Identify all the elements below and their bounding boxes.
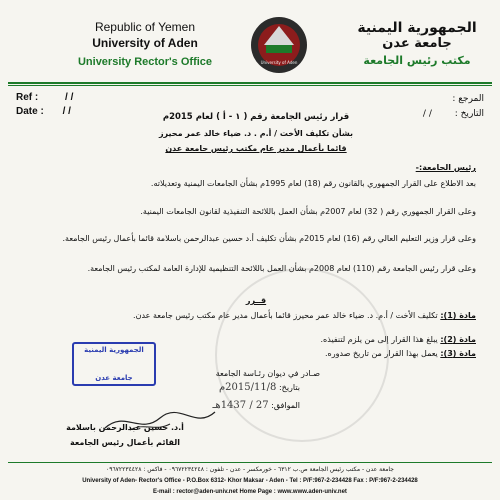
footer-english: University of Aden- Rector's Office - P.O.Box 6312- Khor Maksar - Aden - Tel : P/F:967-2-234428 Fax : P/F:967-2-234428 <box>82 478 418 484</box>
header-arabic <box>342 20 492 67</box>
preamble-2: وعلى القرار الجمهوري رقم ( 32) لعام 2007م بشأن العمل باللائحة التنفيذية لقانون الجامعات اليمنية. <box>140 207 476 216</box>
header-republic-en: Republic of Yemen <box>94 20 196 34</box>
authority-heading: رئيس الجامعة:- <box>415 163 476 172</box>
corresp-label: الموافق: <box>271 401 300 410</box>
header-english <box>60 20 230 68</box>
issue-date-hand: 2015/11/8م <box>218 382 277 393</box>
ar-date-label: التاريخ : <box>454 109 484 119</box>
ref-label: Ref : <box>16 92 39 103</box>
stamp-bottom-text: جامعة عدن <box>95 374 133 382</box>
ref-value: / / <box>65 92 74 103</box>
article-3-label: مادة (3): <box>440 349 476 358</box>
footer-divider <box>8 462 492 463</box>
decides-heading: قــرر <box>245 296 267 305</box>
article-1-label: مادة (1): <box>440 311 476 320</box>
issued-in: صـادر في ديوان رئـاسة الجامعة <box>215 369 320 378</box>
signer-name: أ.د. حسين عبدالرحمن باسلامة <box>66 423 184 432</box>
preamble-3: وعلى قرار وزير التعليم العالي رقم (16) لعام 2015م بشأن تكليف أ.د حسين عبدالرحمن باسلامة قائما بأعمال رئيس الجامعة. <box>62 234 476 243</box>
logo-caption: University of Aden <box>260 60 298 65</box>
corresp-hand: 27 / 1437هـ <box>212 400 269 411</box>
article-1-text: تكليف الأخت / أ.م. د. ضياء خالد عمر محيرز قائما بأعمال مدير عام مكتب رئيس جامعة عدن. <box>133 311 438 320</box>
decree-title: قرار رئيس الجامعة رقم ( ١ - أ ) لعام 2015م <box>162 112 350 122</box>
decree-subtitle: قائما بأعمال مدير عام مكتب رئيس جامعة عدن <box>165 144 347 153</box>
header-republic-ar: الجمهورية اليمنية <box>357 20 477 36</box>
header-university-en: University of Aden <box>92 36 198 50</box>
footer-arabic: جامعة عدن - مكتب رئيس الجامعة ص.ب ٦٣١٢ - خورمكسر - عدن - تلفون : ٠٩٦٧٢٢٣٤٢٤٨ - فاكس : ٠٩٦٧٢٢٣٤٤٢٨ <box>106 466 394 473</box>
header-university-ar: جامعة عدن <box>382 36 452 51</box>
ar-ref-field <box>452 94 484 104</box>
issue-date <box>180 382 300 393</box>
decree-subject: بشأن تكليف الأخت / أ.م . د. ضياء خالد عمر محيرز <box>158 129 354 138</box>
ref-field <box>16 92 73 103</box>
ar-ref-label: المرجع : <box>452 94 484 104</box>
signature-scribble <box>100 400 220 440</box>
issue-date-label: بتاريخ: <box>278 383 300 392</box>
preamble-1: بعد الاطلاع على القرار الجمهوري بالقانون رقم (18) لعام 1995م بشأن الجامعات اليمنية وتعديلاته. <box>150 179 476 188</box>
university-logo <box>244 12 314 78</box>
article-2-label: مادة (2): <box>440 335 476 344</box>
footer-contacts: E-mail : rector@aden-univ.net Home Page : www.www.aden-univ.net <box>153 489 347 495</box>
header-office-en: University Rector's Office <box>77 56 213 68</box>
signer-title: القائم بأعمال رئيس الجامعة <box>70 438 180 447</box>
header-divider <box>8 82 492 84</box>
header-divider-thin <box>8 85 492 86</box>
date-value: / / <box>62 106 71 117</box>
official-stamp <box>72 342 156 386</box>
stamp-top-text: الجمهورية اليمنية <box>84 346 144 354</box>
article-2-text: يبلغ هذا القرار إلى من يلزم لتنفيذه. <box>320 335 438 344</box>
article-3-text: يعمل بهذا القرار من تاريخ صدوره. <box>325 349 438 358</box>
watermark-seal <box>215 268 389 442</box>
header-office-ar: مكتب رئيس الجامعة <box>363 54 471 67</box>
ar-date-value: / / <box>422 109 432 119</box>
preamble-4: وعلى قرار رئيس الجامعة رقم (110) لعام 2008م بشأن العمل باللائحة التنظيمية للإدارة العامة لمكتب رئيس الجامعة. <box>87 264 476 273</box>
date-label: Date : <box>16 106 44 117</box>
